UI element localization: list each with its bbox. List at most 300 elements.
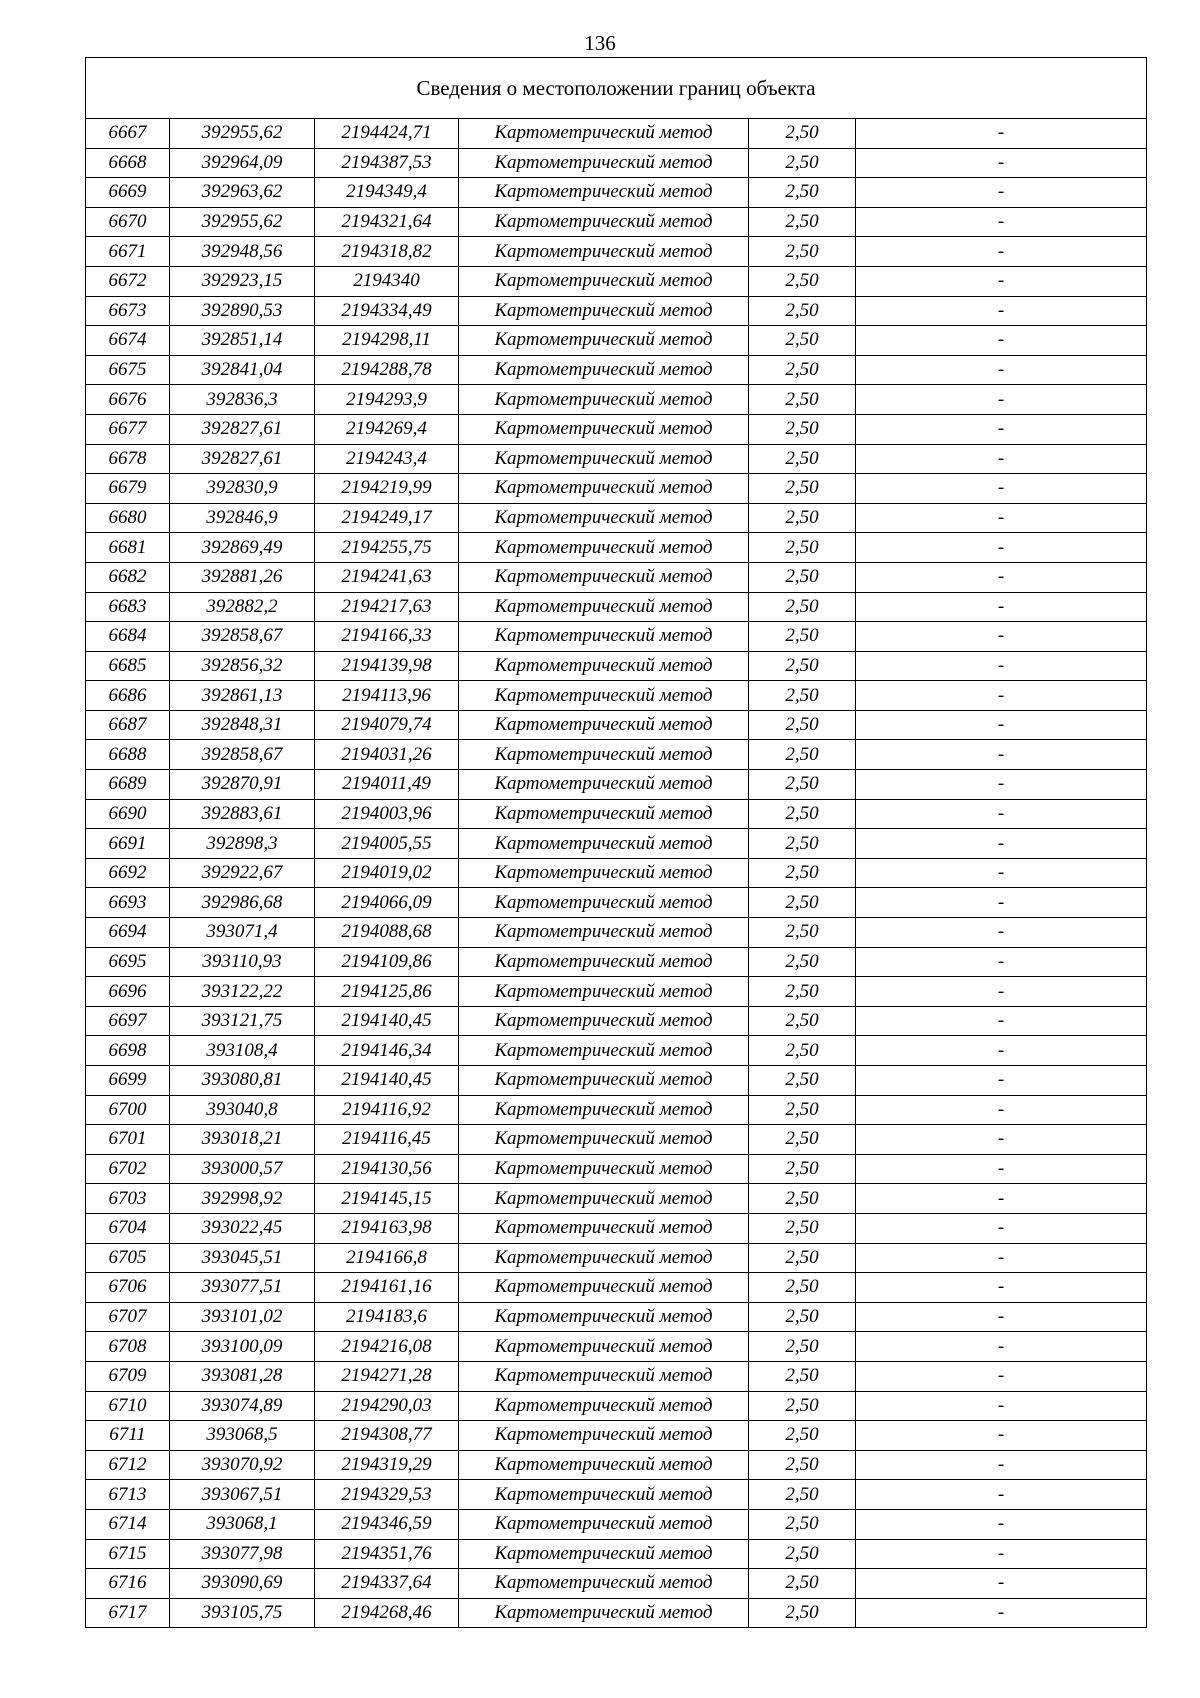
y-coordinate-cell: 2194249,17 [315,503,459,533]
y-coordinate-cell: 2194130,56 [315,1154,459,1184]
table-row [86,1569,1147,1599]
description-cell: - [856,799,1147,829]
description-cell: - [856,918,1147,948]
x-coordinate-cell: 393045,51 [170,1243,315,1273]
accuracy-cell: 2,50 [749,799,856,829]
method-cell: Картометрический метод [459,1125,749,1155]
point-number-cell: 6684 [86,622,170,652]
method-cell: Картометрический метод [459,148,749,178]
method-cell: Картометрический метод [459,1273,749,1303]
x-coordinate-cell: 393110,93 [170,947,315,977]
method-cell: Картометрический метод [459,1006,749,1036]
table-row [86,207,1147,237]
y-coordinate-cell: 2194125,86 [315,977,459,1007]
accuracy-cell: 2,50 [749,622,856,652]
x-coordinate-cell: 392858,67 [170,622,315,652]
boundary-table [85,57,1147,1628]
x-coordinate-cell: 392861,13 [170,681,315,711]
y-coordinate-cell: 2194268,46 [315,1598,459,1628]
description-cell: - [856,681,1147,711]
point-number-cell: 6682 [86,562,170,592]
y-coordinate-cell: 2194290,03 [315,1391,459,1421]
x-coordinate-cell: 393121,75 [170,1006,315,1036]
description-cell: - [856,1006,1147,1036]
accuracy-cell: 2,50 [749,1095,856,1125]
x-coordinate-cell: 393068,1 [170,1509,315,1539]
accuracy-cell: 2,50 [749,1539,856,1569]
table-row [86,1154,1147,1184]
x-coordinate-cell: 392851,14 [170,326,315,356]
table-row [86,414,1147,444]
method-cell: Картометрический метод [459,237,749,267]
description-cell: - [856,414,1147,444]
y-coordinate-cell: 2194113,96 [315,681,459,711]
method-cell: Картометрический метод [459,1213,749,1243]
x-coordinate-cell: 392963,62 [170,178,315,208]
point-number-cell: 6695 [86,947,170,977]
x-coordinate-cell: 392827,61 [170,444,315,474]
point-number-cell: 6710 [86,1391,170,1421]
point-number-cell: 6680 [86,503,170,533]
description-cell: - [856,947,1147,977]
y-coordinate-cell: 2194217,63 [315,592,459,622]
table-row [86,1361,1147,1391]
accuracy-cell: 2,50 [749,414,856,444]
point-number-cell: 6704 [86,1213,170,1243]
table-row [86,1391,1147,1421]
table-row [86,799,1147,829]
method-cell: Картометрический метод [459,414,749,444]
point-number-cell: 6686 [86,681,170,711]
y-coordinate-cell: 2194003,96 [315,799,459,829]
table-row [86,1213,1147,1243]
y-coordinate-cell: 2194166,8 [315,1243,459,1273]
point-number-cell: 6698 [86,1036,170,1066]
description-cell: - [856,888,1147,918]
method-cell: Картометрический метод [459,1598,749,1628]
description-cell: - [856,1184,1147,1214]
y-coordinate-cell: 2194387,53 [315,148,459,178]
description-cell: - [856,237,1147,267]
y-coordinate-cell: 2194269,4 [315,414,459,444]
table-row [86,829,1147,859]
accuracy-cell: 2,50 [749,858,856,888]
x-coordinate-cell: 393080,81 [170,1066,315,1096]
y-coordinate-cell: 2194337,64 [315,1569,459,1599]
x-coordinate-cell: 393070,92 [170,1450,315,1480]
description-cell: - [856,178,1147,208]
x-coordinate-cell: 392848,31 [170,710,315,740]
table-row [86,1273,1147,1303]
method-cell: Картометрический метод [459,1450,749,1480]
point-number-cell: 6681 [86,533,170,563]
accuracy-cell: 2,50 [749,1006,856,1036]
description-cell: - [856,533,1147,563]
accuracy-cell: 2,50 [749,503,856,533]
y-coordinate-cell: 2194349,4 [315,178,459,208]
point-number-cell: 6712 [86,1450,170,1480]
x-coordinate-cell: 393018,21 [170,1125,315,1155]
method-cell: Картометрический метод [459,770,749,800]
method-cell: Картометрический метод [459,207,749,237]
y-coordinate-cell: 2194146,34 [315,1036,459,1066]
x-coordinate-cell: 393022,45 [170,1213,315,1243]
x-coordinate-cell: 392830,9 [170,474,315,504]
x-coordinate-cell: 393081,28 [170,1361,315,1391]
point-number-cell: 6687 [86,710,170,740]
accuracy-cell: 2,50 [749,1213,856,1243]
point-number-cell: 6679 [86,474,170,504]
point-number-cell: 6675 [86,355,170,385]
x-coordinate-cell: 393090,69 [170,1569,315,1599]
method-cell: Картометрический метод [459,622,749,652]
description-cell: - [856,1361,1147,1391]
table-row [86,1539,1147,1569]
table-row [86,681,1147,711]
point-number-cell: 6696 [86,977,170,1007]
y-coordinate-cell: 2194351,76 [315,1539,459,1569]
y-coordinate-cell: 2194019,02 [315,858,459,888]
accuracy-cell: 2,50 [749,1332,856,1362]
accuracy-cell: 2,50 [749,385,856,415]
table-row [86,918,1147,948]
method-cell: Картометрический метод [459,740,749,770]
method-cell: Картометрический метод [459,888,749,918]
accuracy-cell: 2,50 [749,326,856,356]
x-coordinate-cell: 393000,57 [170,1154,315,1184]
description-cell: - [856,1569,1147,1599]
method-cell: Картометрический метод [459,1509,749,1539]
table-row [86,326,1147,356]
y-coordinate-cell: 2194140,45 [315,1066,459,1096]
description-cell: - [856,1125,1147,1155]
point-number-cell: 6678 [86,444,170,474]
y-coordinate-cell: 2194334,49 [315,296,459,326]
x-coordinate-cell: 392869,49 [170,533,315,563]
y-coordinate-cell: 2194088,68 [315,918,459,948]
accuracy-cell: 2,50 [749,592,856,622]
description-cell: - [856,1095,1147,1125]
page-number: 136 [584,31,616,55]
point-number-cell: 6699 [86,1066,170,1096]
accuracy-cell: 2,50 [749,178,856,208]
point-number-cell: 6688 [86,740,170,770]
x-coordinate-cell: 392827,61 [170,414,315,444]
method-cell: Картометрический метод [459,1036,749,1066]
description-cell: - [856,770,1147,800]
table-row [86,651,1147,681]
accuracy-cell: 2,50 [749,1273,856,1303]
table-row [86,977,1147,1007]
table-row [86,178,1147,208]
point-number-cell: 6700 [86,1095,170,1125]
table-row [86,1421,1147,1451]
description-cell: - [856,1332,1147,1362]
table-row [86,503,1147,533]
y-coordinate-cell: 2194183,6 [315,1302,459,1332]
x-coordinate-cell: 393105,75 [170,1598,315,1628]
method-cell: Картометрический метод [459,592,749,622]
point-number-cell: 6705 [86,1243,170,1273]
y-coordinate-cell: 2194243,4 [315,444,459,474]
description-cell: - [856,1036,1147,1066]
method-cell: Картометрический метод [459,918,749,948]
y-coordinate-cell: 2194140,45 [315,1006,459,1036]
point-number-cell: 6667 [86,119,170,149]
table-row [86,1332,1147,1362]
method-cell: Картометрический метод [459,651,749,681]
accuracy-cell: 2,50 [749,918,856,948]
accuracy-cell: 2,50 [749,533,856,563]
method-cell: Картометрический метод [459,266,749,296]
point-number-cell: 6685 [86,651,170,681]
accuracy-cell: 2,50 [749,355,856,385]
accuracy-cell: 2,50 [749,681,856,711]
y-coordinate-cell: 2194308,77 [315,1421,459,1451]
method-cell: Картометрический метод [459,1184,749,1214]
description-cell: - [856,266,1147,296]
point-number-cell: 6674 [86,326,170,356]
x-coordinate-cell: 392870,91 [170,770,315,800]
table-row [86,266,1147,296]
point-number-cell: 6677 [86,414,170,444]
y-coordinate-cell: 2194116,92 [315,1095,459,1125]
method-cell: Картометрический метод [459,296,749,326]
table-row [86,710,1147,740]
description-cell: - [856,474,1147,504]
table-row [86,1450,1147,1480]
description-cell: - [856,355,1147,385]
description-cell: - [856,1154,1147,1184]
accuracy-cell: 2,50 [749,740,856,770]
point-number-cell: 6669 [86,178,170,208]
y-coordinate-cell: 2194288,78 [315,355,459,385]
accuracy-cell: 2,50 [749,710,856,740]
description-cell: - [856,296,1147,326]
accuracy-cell: 2,50 [749,1391,856,1421]
y-coordinate-cell: 2194166,33 [315,622,459,652]
method-cell: Картометрический метод [459,444,749,474]
table-row [86,1243,1147,1273]
y-coordinate-cell: 2194005,55 [315,829,459,859]
table-row [86,858,1147,888]
description-cell: - [856,1213,1147,1243]
point-number-cell: 6713 [86,1480,170,1510]
table-row [86,740,1147,770]
description-cell: - [856,1243,1147,1273]
y-coordinate-cell: 2194109,86 [315,947,459,977]
accuracy-cell: 2,50 [749,1598,856,1628]
description-cell: - [856,207,1147,237]
y-coordinate-cell: 2194216,08 [315,1332,459,1362]
y-coordinate-cell: 2194011,49 [315,770,459,800]
accuracy-cell: 2,50 [749,829,856,859]
description-cell: - [856,977,1147,1007]
accuracy-cell: 2,50 [749,1450,856,1480]
method-cell: Картометрический метод [459,947,749,977]
accuracy-cell: 2,50 [749,296,856,326]
accuracy-cell: 2,50 [749,947,856,977]
description-cell: - [856,503,1147,533]
description-cell: - [856,858,1147,888]
description-cell: - [856,592,1147,622]
description-cell: - [856,119,1147,149]
description-cell: - [856,1391,1147,1421]
accuracy-cell: 2,50 [749,119,856,149]
accuracy-cell: 2,50 [749,1480,856,1510]
x-coordinate-cell: 392986,68 [170,888,315,918]
description-cell: - [856,651,1147,681]
description-cell: - [856,385,1147,415]
point-number-cell: 6694 [86,918,170,948]
point-number-cell: 6714 [86,1509,170,1539]
description-cell: - [856,1450,1147,1480]
table-row [86,385,1147,415]
y-coordinate-cell: 2194340 [315,266,459,296]
table-row [86,1095,1147,1125]
accuracy-cell: 2,50 [749,266,856,296]
method-cell: Картометрический метод [459,829,749,859]
table-row [86,592,1147,622]
y-coordinate-cell: 2194161,16 [315,1273,459,1303]
method-cell: Картометрический метод [459,474,749,504]
y-coordinate-cell: 2194318,82 [315,237,459,267]
method-cell: Картометрический метод [459,1569,749,1599]
point-number-cell: 6673 [86,296,170,326]
point-number-cell: 6708 [86,1332,170,1362]
accuracy-cell: 2,50 [749,1036,856,1066]
accuracy-cell: 2,50 [749,651,856,681]
x-coordinate-cell: 392998,92 [170,1184,315,1214]
y-coordinate-cell: 2194319,29 [315,1450,459,1480]
x-coordinate-cell: 392846,9 [170,503,315,533]
y-coordinate-cell: 2194241,63 [315,562,459,592]
table-row [86,1598,1147,1628]
accuracy-cell: 2,50 [749,1243,856,1273]
description-cell: - [856,740,1147,770]
y-coordinate-cell: 2194139,98 [315,651,459,681]
point-number-cell: 6670 [86,207,170,237]
y-coordinate-cell: 2194424,71 [315,119,459,149]
method-cell: Картометрический метод [459,1302,749,1332]
description-cell: - [856,1302,1147,1332]
point-number-cell: 6702 [86,1154,170,1184]
accuracy-cell: 2,50 [749,562,856,592]
y-coordinate-cell: 2194329,53 [315,1480,459,1510]
point-number-cell: 6709 [86,1361,170,1391]
table-row [86,1125,1147,1155]
y-coordinate-cell: 2194293,9 [315,385,459,415]
description-cell: - [856,1598,1147,1628]
x-coordinate-cell: 392923,15 [170,266,315,296]
y-coordinate-cell: 2194346,59 [315,1509,459,1539]
x-coordinate-cell: 392922,67 [170,858,315,888]
point-number-cell: 6683 [86,592,170,622]
point-number-cell: 6692 [86,858,170,888]
accuracy-cell: 2,50 [749,474,856,504]
x-coordinate-cell: 392841,04 [170,355,315,385]
y-coordinate-cell: 2194079,74 [315,710,459,740]
method-cell: Картометрический метод [459,503,749,533]
table-row [86,1036,1147,1066]
accuracy-cell: 2,50 [749,1184,856,1214]
accuracy-cell: 2,50 [749,1569,856,1599]
method-cell: Картометрический метод [459,385,749,415]
description-cell: - [856,148,1147,178]
accuracy-cell: 2,50 [749,1066,856,1096]
accuracy-cell: 2,50 [749,1302,856,1332]
y-coordinate-cell: 2194298,11 [315,326,459,356]
method-cell: Картометрический метод [459,326,749,356]
point-number-cell: 6703 [86,1184,170,1214]
accuracy-cell: 2,50 [749,237,856,267]
x-coordinate-cell: 392881,26 [170,562,315,592]
table-row [86,1184,1147,1214]
method-cell: Картометрический метод [459,533,749,563]
x-coordinate-cell: 393068,5 [170,1421,315,1451]
point-number-cell: 6672 [86,266,170,296]
table-row [86,1509,1147,1539]
description-cell: - [856,1066,1147,1096]
description-cell: - [856,562,1147,592]
description-cell: - [856,1539,1147,1569]
accuracy-cell: 2,50 [749,1509,856,1539]
y-coordinate-cell: 2194116,45 [315,1125,459,1155]
table-row [86,1066,1147,1096]
description-cell: - [856,1273,1147,1303]
description-cell: - [856,1509,1147,1539]
y-coordinate-cell: 2194321,64 [315,207,459,237]
x-coordinate-cell: 392964,09 [170,148,315,178]
x-coordinate-cell: 393108,4 [170,1036,315,1066]
method-cell: Картометрический метод [459,799,749,829]
x-coordinate-cell: 393100,09 [170,1332,315,1362]
x-coordinate-cell: 392948,56 [170,237,315,267]
method-cell: Картометрический метод [459,977,749,1007]
point-number-cell: 6693 [86,888,170,918]
point-number-cell: 6717 [86,1598,170,1628]
description-cell: - [856,829,1147,859]
y-coordinate-cell: 2194031,26 [315,740,459,770]
x-coordinate-cell: 392955,62 [170,119,315,149]
method-cell: Картометрический метод [459,710,749,740]
accuracy-cell: 2,50 [749,1154,856,1184]
y-coordinate-cell: 2194145,15 [315,1184,459,1214]
y-coordinate-cell: 2194255,75 [315,533,459,563]
description-cell: - [856,444,1147,474]
point-number-cell: 6689 [86,770,170,800]
table-row [86,533,1147,563]
table-row [86,770,1147,800]
table-row [86,562,1147,592]
method-cell: Картометрический метод [459,1066,749,1096]
x-coordinate-cell: 393074,89 [170,1391,315,1421]
table-title: Сведения о местоположении границ объекта [86,58,1147,119]
x-coordinate-cell: 392856,32 [170,651,315,681]
table-row [86,1006,1147,1036]
accuracy-cell: 2,50 [749,1125,856,1155]
method-cell: Картометрический метод [459,355,749,385]
accuracy-cell: 2,50 [749,207,856,237]
accuracy-cell: 2,50 [749,770,856,800]
y-coordinate-cell: 2194163,98 [315,1213,459,1243]
method-cell: Картометрический метод [459,681,749,711]
method-cell: Картометрический метод [459,1361,749,1391]
table-row [86,444,1147,474]
point-number-cell: 6701 [86,1125,170,1155]
method-cell: Картометрический метод [459,1243,749,1273]
x-coordinate-cell: 392898,3 [170,829,315,859]
